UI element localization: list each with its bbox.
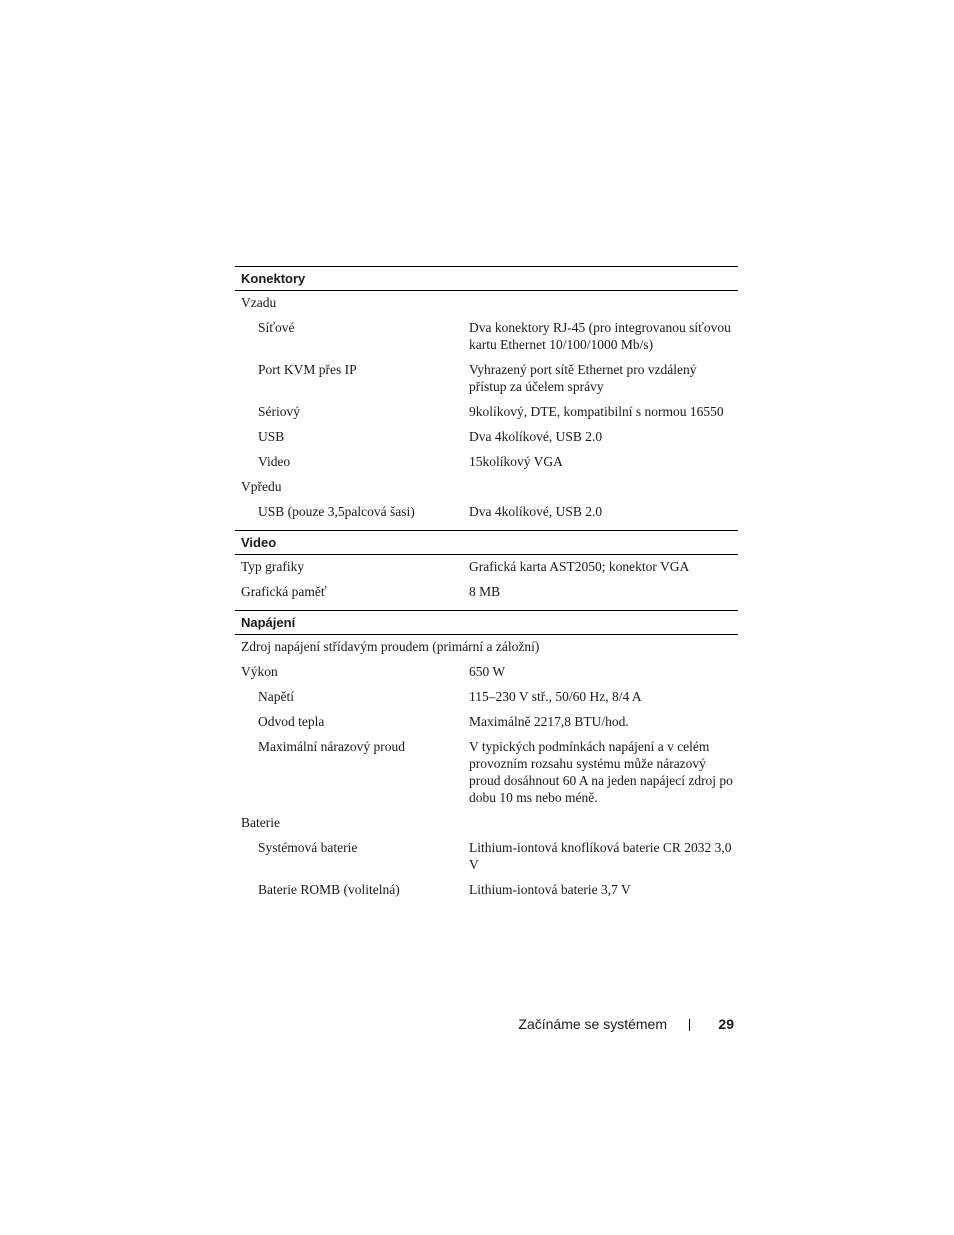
spec-value: Dva 4kolíkové, USB 2.0 — [469, 504, 603, 519]
section-rows — [235, 291, 738, 530]
spec-value — [469, 478, 734, 495]
spec-row — [235, 738, 738, 806]
footer-separator — [689, 1019, 690, 1031]
spec-label: USB — [258, 429, 285, 444]
spec-value — [469, 814, 734, 831]
spec-value: Lithium-iontová baterie 3,7 V — [469, 882, 631, 897]
spec-section — [235, 610, 738, 908]
spec-label: Sériový — [258, 404, 300, 419]
spec-row — [235, 814, 738, 831]
spec-row — [235, 361, 738, 395]
spec-label: Vpředu — [241, 479, 282, 494]
spec-row — [235, 839, 738, 873]
section-heading: Video — [235, 530, 738, 555]
spec-label: Vzadu — [241, 295, 277, 310]
section-heading: Napájení — [235, 610, 738, 635]
spec-row — [235, 638, 738, 655]
spec-value: Vyhrazený port sítě Ethernet pro vzdálený přístup za účelem správy — [469, 362, 697, 394]
page-footer — [400, 1013, 734, 1037]
spec-row — [235, 713, 738, 730]
spec-section — [235, 266, 738, 530]
spec-label: Zdroj napájení střídavým proudem (primární a záložní) — [241, 639, 540, 654]
spec-value: 15kolíkový VGA — [469, 454, 563, 469]
spec-value: Lithium-iontová knoflíková baterie CR 2032 3,0 V — [469, 840, 732, 872]
spec-value: Dva 4kolíkové, USB 2.0 — [469, 429, 603, 444]
spec-row — [235, 478, 738, 495]
section-rows — [235, 555, 738, 610]
spec-label: Síťové — [258, 320, 295, 335]
spec-label: Odvod tepla — [258, 714, 325, 729]
spec-label: USB (pouze 3,5palcová šasi) — [258, 504, 415, 519]
spec-value: 115–230 V stř., 50/60 Hz, 8/4 A — [469, 689, 642, 704]
spec-row — [235, 294, 738, 311]
spec-value: Grafická karta AST2050; konektor VGA — [469, 559, 690, 574]
page-number: 29 — [718, 1016, 734, 1032]
spec-value — [469, 294, 734, 311]
spec-row — [235, 688, 738, 705]
spec-value: Maximálně 2217,8 BTU/hod. — [469, 714, 629, 729]
spec-label: Výkon — [241, 664, 278, 679]
spec-row — [235, 881, 738, 898]
spec-value: 9kolíkový, DTE, kompatibilní s normou 16550 — [469, 404, 724, 419]
section-heading: Konektory — [235, 266, 738, 291]
spec-row — [235, 583, 738, 600]
spec-label: Grafická paměť — [241, 584, 327, 599]
spec-value: V typických podmínkách napájení a v celém provozním rozsahu systému může nárazový proud dosáhnout 60 A na jeden napájecí zdroj po dobu 10 ms nebo méně. — [469, 739, 733, 805]
spec-row — [235, 319, 738, 353]
section-rows — [235, 635, 738, 908]
footer-title: Začínáme se systémem — [518, 1016, 667, 1032]
spec-label: Napětí — [258, 689, 294, 704]
spec-row — [235, 428, 738, 445]
spec-label: Port KVM přes IP — [258, 362, 357, 377]
spec-value: Dva konektory RJ-45 (pro integrovanou síťovou kartu Ethernet 10/100/1000 Mb/s) — [469, 320, 731, 352]
spec-label: Video — [258, 454, 291, 469]
spec-row — [235, 453, 738, 470]
spec-table — [235, 266, 738, 908]
spec-row — [235, 503, 738, 520]
spec-row — [235, 558, 738, 575]
spec-row — [235, 403, 738, 420]
spec-label: Maximální nárazový proud — [258, 739, 405, 754]
spec-row — [235, 663, 738, 680]
spec-value: 8 MB — [469, 584, 501, 599]
spec-label: Systémová baterie — [258, 840, 358, 855]
spec-label: Baterie ROMB (volitelná) — [258, 882, 400, 897]
spec-value: 650 W — [469, 664, 506, 679]
spec-label: Baterie — [241, 815, 280, 830]
spec-section — [235, 530, 738, 610]
spec-label: Typ grafiky — [241, 559, 305, 574]
